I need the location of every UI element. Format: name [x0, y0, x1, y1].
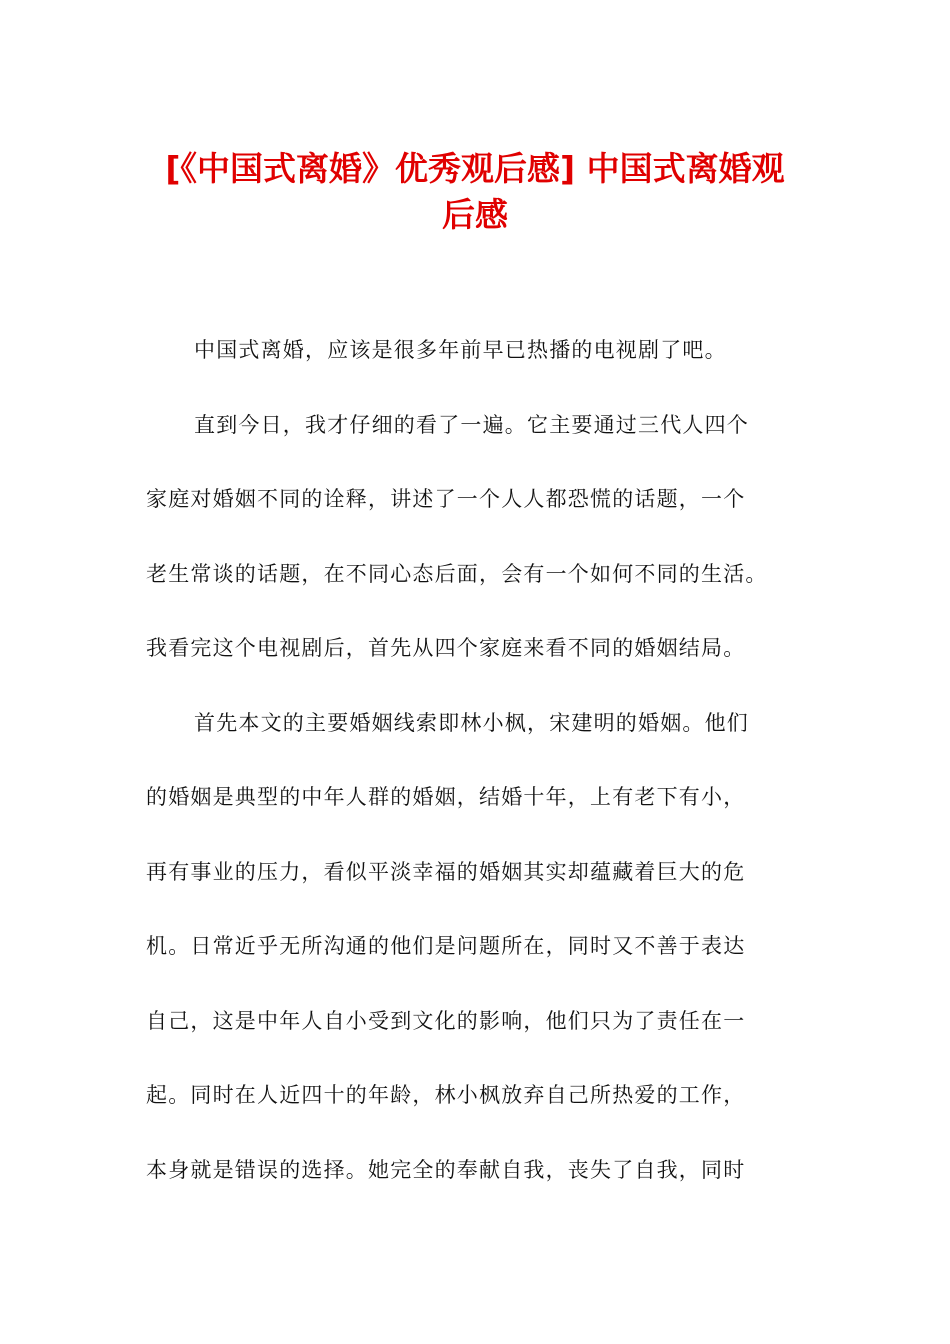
paragraph-2-line-4: 我看完这个电视剧后，首先从四个家庭来看不同的婚姻结局。	[146, 636, 746, 660]
title-line-2: 后感	[442, 195, 508, 234]
title-line-1: [《中国式离婚》优秀观后感] 中国式离婚观	[165, 149, 785, 188]
paragraph-3-line-6: 起。同时在人近四十的年龄，林小枫放弃自己所热爱的工作，	[146, 1083, 746, 1107]
paragraph-3-line-4: 机。日常近乎无所沟通的他们是问题所在，同时又不善于表达	[146, 934, 746, 958]
paragraph-2-line-1: 直到今日，我才仔细的看了一遍。它主要通过三代人四个	[194, 412, 749, 437]
paragraph-3-line-5: 自己，这是中年人自小受到文化的影响，他们只为了责任在一	[146, 1008, 746, 1033]
paragraph-3-line-7: 本身就是错误的选择。她完全的奉献自我，丧失了自我，同时	[146, 1157, 746, 1182]
paragraph-3-line-3: 再有事业的压力，看似平淡幸福的婚姻其实却蕴藏着巨大的危	[146, 859, 746, 884]
paragraph-1-line-1: 中国式离婚，应该是很多年前早已热播的电视剧了吧。	[194, 338, 727, 362]
paragraph-3-line-2: 的婚姻是典型的中年人群的婚姻，结婚十年，上有老下有小，	[146, 785, 746, 809]
document-title	[120, 146, 830, 238]
paragraph-2-line-3: 老生常谈的话题，在不同心态后面，会有一个如何不同的生活。	[146, 561, 768, 586]
paragraph-3-line-1: 首先本文的主要婚姻线索即林小枫，宋建明的婚姻。他们	[194, 710, 749, 735]
document-body	[146, 325, 806, 1219]
paragraph-2-line-2: 家庭对婚姻不同的诠释，讲述了一个人人都恐慌的话题，一个	[146, 487, 746, 511]
